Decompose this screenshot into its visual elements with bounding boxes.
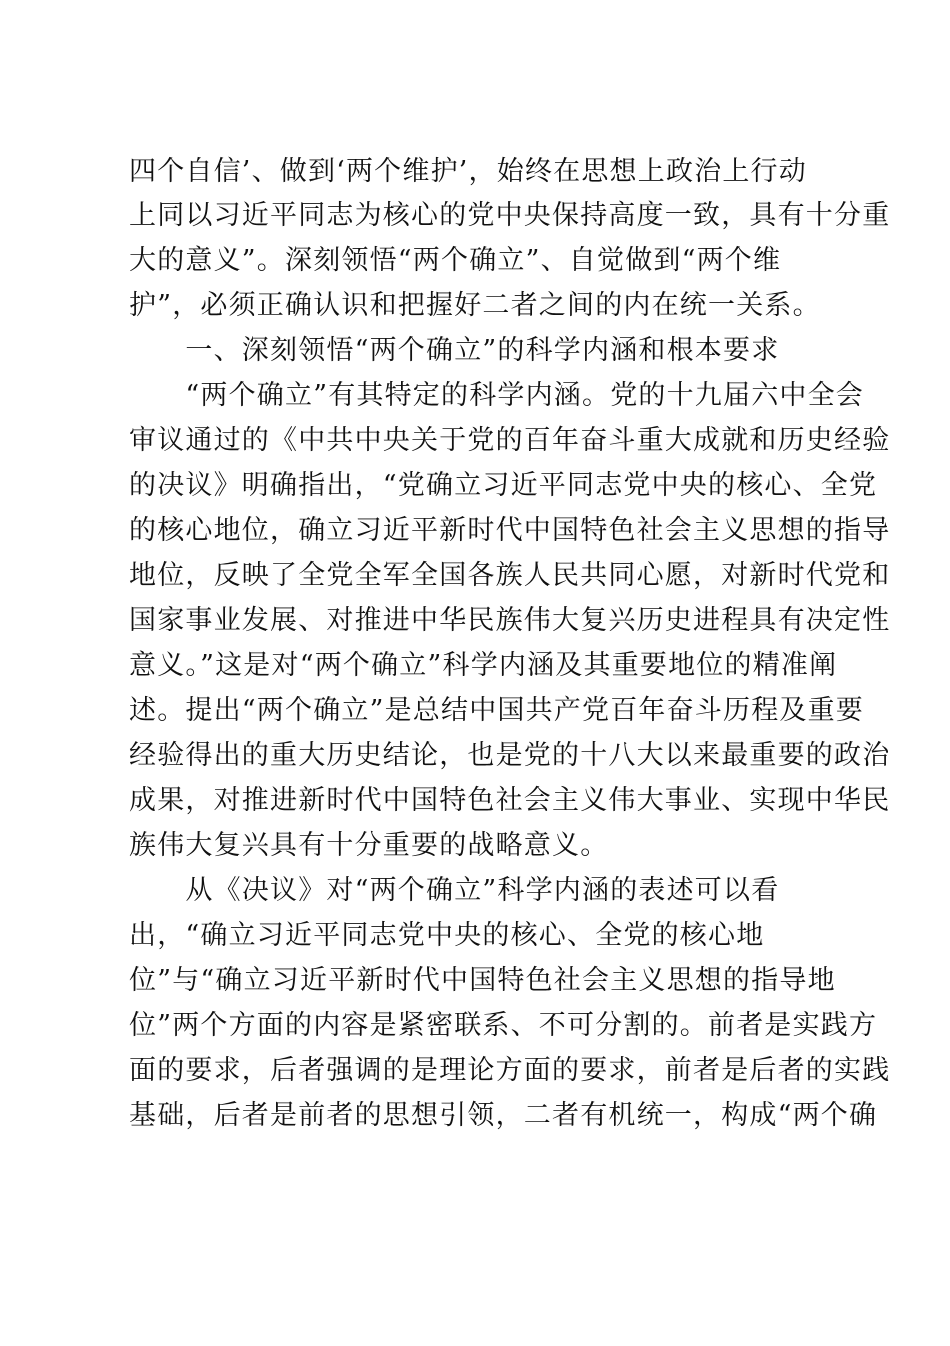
text-line: 的决议》明确指出，“党确立习近平同志党中央的核心、全党	[129, 470, 878, 501]
text-line: 述。提出“两个确立”是总结中国共产党百年奋斗历程及重要	[129, 695, 865, 726]
text-line: 从《决议》对“两个确立”科学内涵的表述可以看	[129, 875, 780, 906]
text-line: 审议通过的《中共中央关于党的百年奋斗重大成就和历史经验	[129, 425, 891, 456]
text-line: 成果，对推进新时代中国特色社会主义伟大事业、实现中华民	[129, 785, 891, 816]
text-line: 基础，后者是前者的思想引领，二者有机统一，构成“两个确	[129, 1100, 878, 1131]
text-line: 大的意义”。深刻领悟“两个确立”、自觉做到“两个维	[129, 245, 782, 276]
text-line: 经验得出的重大历史结论，也是党的十八大以来最重要的政治	[129, 740, 891, 771]
text-line: 的核心地位，确立习近平新时代中国特色社会主义思想的指导	[129, 515, 891, 546]
text-line: 四个自信’、做到‘两个维护’，始终在思想上政治上行动	[129, 156, 807, 187]
text-line: 上同以习近平同志为核心的党中央保持高度一致，具有十分重	[129, 200, 891, 231]
section-heading: 一、深刻领悟“两个确立”的科学内涵和根本要求	[129, 335, 780, 366]
text-line: 族伟大复兴具有十分重要的战略意义。	[129, 830, 609, 861]
text-line: 面的要求，后者强调的是理论方面的要求，前者是后者的实践	[129, 1055, 891, 1086]
text-line: 出，“确立习近平同志党中央的核心、全党的核心地	[129, 920, 765, 951]
text-line: 地位，反映了全党全军全国各族人民共同心愿，对新时代党和	[129, 560, 891, 591]
text-line: 位”与“确立习近平新时代中国特色社会主义思想的指导地	[129, 965, 836, 996]
text-line: “两个确立”有其特定的科学内涵。党的十九届六中全会	[129, 380, 865, 411]
text-line: 位”两个方面的内容是紧密联系、不可分割的。前者是实践方	[129, 1010, 878, 1041]
text-line: 国家事业发展、对推进中华民族伟大复兴历史进程具有决定性	[129, 605, 891, 636]
text-line: 意义。”这是对“两个确立”科学内涵及其重要地位的精准阐	[129, 650, 838, 681]
text-line: 护”，必须正确认识和把握好二者之间的内在统一关系。	[129, 290, 821, 321]
